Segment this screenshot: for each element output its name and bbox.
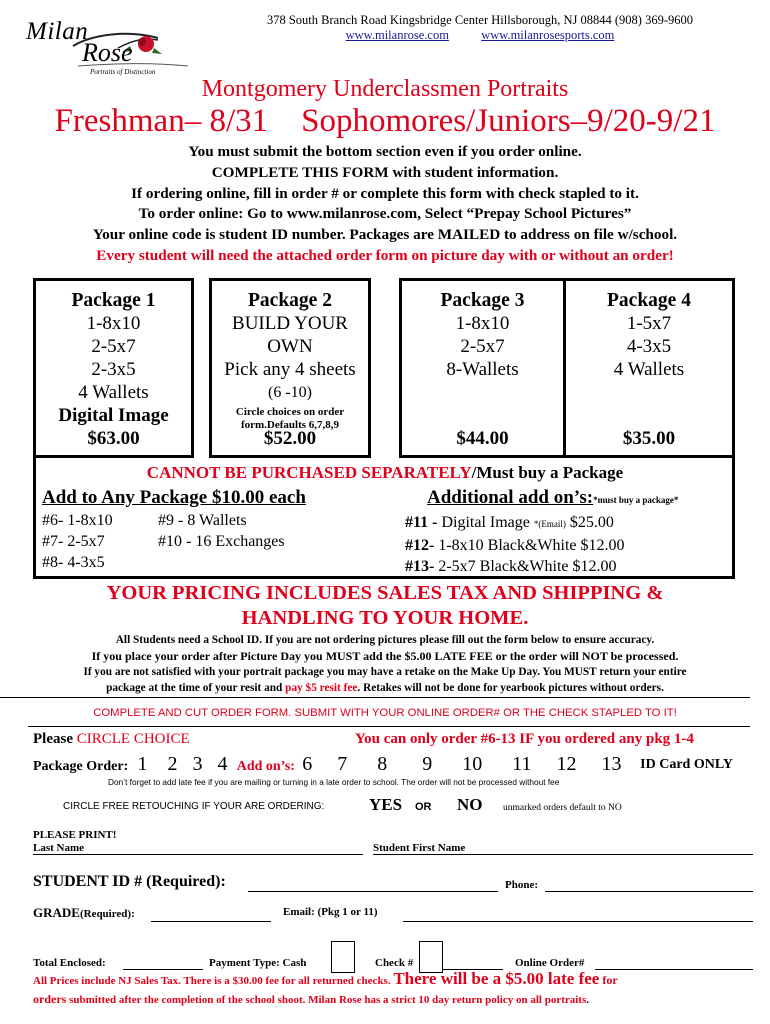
addon-item — [405, 535, 735, 556]
addon-number: #13- — [405, 558, 435, 575]
id-card-only[interactable]: ID Card ONLY — [640, 757, 733, 772]
package-name: Package 2 — [248, 290, 332, 311]
address-line: 378 South Branch Road Kingsbridge Center Hillsborough, NJ 08844 (908) 369-9600 — [266, 13, 693, 27]
package-order-options[interactable]: 1 2 3 4 — [137, 753, 228, 775]
please-label: Please — [33, 731, 77, 747]
package-item: 4 Wallets — [78, 382, 149, 403]
addon-item: #7- 2-5x7 — [42, 533, 105, 550]
sports-website-link[interactable]: www.milanrosesports.com — [481, 28, 615, 42]
email-label: Email: (Pkg 1 or 11) — [283, 906, 378, 918]
retouch-or: OR — [415, 801, 432, 813]
separately-warning: CANNOT BE PURCHASED SEPARATELY — [146, 463, 472, 482]
addon-item: #6- 1-8x10 — [42, 512, 113, 529]
package-3 — [399, 278, 563, 458]
package-item: 2-5x7 — [460, 336, 505, 357]
package-item: 1-8x10 — [86, 313, 141, 334]
please-print: PLEASE PRINT! — [33, 829, 117, 841]
package-item: 1-5x7 — [626, 313, 672, 334]
retouch-default: unmarked orders default to NO — [503, 803, 622, 813]
note-line: If you are not satisfied with your portrait package you may have a retake on the Make Up Day. You MUST return your entire — [83, 666, 687, 678]
addon-number: #12- — [405, 537, 435, 554]
form-top-divider — [28, 726, 750, 727]
grade-label: GRADE(Required): — [33, 905, 135, 920]
additional-heading-note: *must buy a package* — [593, 495, 679, 505]
package-price: $44.00 — [456, 428, 509, 449]
package-order-label: Package Order: — [33, 759, 129, 774]
late-fee-reminder: Don’t forget to add late fee if you are mailing or turning in a late order to school. The order will not be processed without fee — [108, 777, 560, 787]
addon-text: Digital Image — [437, 514, 534, 531]
resit-fee: pay $5 resit fee — [285, 682, 358, 694]
addon-text: 2-5x7 Black&White — [434, 558, 573, 575]
instructions — [0, 142, 770, 267]
package-name: Package 1 — [71, 290, 156, 311]
retouch-yes[interactable]: YES — [369, 795, 403, 814]
order-restriction: You can only order #6-13 IF you ordered any pkg 1-4 — [355, 731, 694, 747]
package-item: OWN — [267, 336, 313, 357]
addon-item — [405, 512, 735, 535]
pricing-line: HANDLING TO YOUR HOME. — [241, 607, 529, 629]
instruction-line: You must submit the bottom section even if you order online. — [188, 143, 582, 160]
logo — [18, 16, 218, 78]
package-note: Circle choices on order form.Defaults 6,7,8,9 — [235, 406, 345, 431]
footer-notice: All Prices include NJ Sales Tax. There is a $30.00 fee for all returned checks. There will be a $5.00 late fee for orders submitted after the completion of the school shoot. Milan Rose has a strict 10 day return policy on all portraits. — [33, 969, 618, 1006]
addons-label: Add on’s: — [236, 759, 295, 774]
return-policy: submitted after the completion of the school shoot. Milan Rose has a strict 10 day return policy on all portraits — [66, 994, 587, 1006]
package-item: 2-3x5 — [91, 359, 136, 380]
late-fee-notice: There will be a $5.00 late fee — [393, 969, 600, 988]
instruction-line: Your online code is student ID number. Packages are MAILED to address on file w/school. — [92, 226, 678, 244]
logo-text-rose: Rose — [82, 38, 133, 67]
first-name-field[interactable] — [373, 842, 753, 855]
package-name: Package 3 — [440, 290, 525, 311]
package-price: $52.00 — [263, 428, 317, 449]
last-name-label: Last Name — [33, 842, 85, 854]
package-4 — [563, 278, 735, 458]
shoot-dates: Freshman– 8/31 Sophomores/Juniors–9/20-9/21 — [54, 103, 716, 139]
logo-tagline: Portraits of Distinction — [90, 68, 156, 76]
policy-notes — [0, 632, 770, 696]
addon-number: #11 - — [405, 514, 438, 531]
last-name-field[interactable] — [33, 842, 363, 855]
package-price: $35.00 — [622, 428, 676, 449]
add-any-heading: Add to Any Package $10.00 each — [42, 487, 306, 508]
instruction-line: COMPLETE THIS FORM with student information. — [211, 163, 559, 181]
payment-type-label: Payment Type: Cash — [209, 957, 307, 969]
addon-order-options[interactable]: 6 7 8 9 10 11 12 13 — [302, 753, 622, 775]
email-field[interactable] — [403, 921, 753, 922]
instruction-line: To order online: Go to www.milanrose.com, Select “Prepay School Pictures” — [138, 205, 632, 223]
first-name-label: Student First Name — [373, 842, 466, 854]
addon-item: #9 - 8 Wallets — [158, 512, 247, 529]
package-item: 4-3x5 — [626, 336, 672, 357]
addon-item: #10 - 16 Exchanges — [158, 533, 285, 550]
total-label: Total Enclosed: — [33, 957, 106, 969]
additional-heading: Additional add on’s: — [427, 487, 594, 508]
additional-addons — [405, 486, 735, 577]
package-item: BUILD YOUR — [232, 313, 348, 334]
pricing-line: YOUR PRICING INCLUDES SALES TAX AND SHIPPING & — [106, 582, 664, 604]
instruction-line: If ordering online, fill in order # or complete this form with check stapled to it. — [131, 184, 639, 202]
package-1 — [33, 278, 194, 458]
addon-item: #8- 4-3x5 — [42, 554, 105, 571]
package-item: 8-Wallets — [446, 359, 519, 380]
package-item: 4 Wallets — [613, 359, 685, 380]
note-line: If you place your order after Picture Day you MUST add the $5.00 LATE FEE or the order will NOT be processed. — [91, 649, 679, 663]
retouch-no[interactable]: NO — [457, 795, 483, 814]
online-order-label: Online Order# — [515, 957, 585, 969]
package-2 — [209, 278, 371, 458]
note-line: package at the time of your resit and pay $5 resit fee. Retakes will not be done for yearbook pictures without orders. — [106, 682, 664, 694]
addon-price: $12.00 — [572, 558, 617, 575]
separately-line — [0, 463, 770, 483]
order-form — [33, 731, 753, 973]
address-block — [200, 13, 760, 43]
footer-text: All Prices include NJ Sales Tax. There is a $30.00 fee for all returned checks. — [33, 975, 394, 987]
packages — [33, 278, 733, 458]
phone-field[interactable] — [545, 891, 753, 892]
retouching-label: CIRCLE FREE RETOUCHING IF YOUR ARE ORDERING: — [63, 801, 325, 812]
website-link[interactable]: www.milanrose.com — [345, 28, 449, 42]
separately-note: /Must buy a Package — [471, 463, 624, 482]
check-label: Check # — [375, 957, 414, 969]
addon-price: $25.00 — [565, 514, 614, 531]
add-any-package — [42, 486, 372, 573]
addon-price: $12.00 — [580, 537, 625, 554]
logo-text-milan: Milan — [26, 18, 89, 45]
phone-label: Phone: — [505, 879, 538, 891]
package-name: Package 4 — [607, 290, 691, 311]
package-price: $63.00 — [87, 428, 140, 449]
package-note: (6 -10) — [268, 384, 312, 401]
package-item: Pick any 4 sheets — [224, 359, 356, 380]
pricing-notice — [0, 581, 770, 631]
addon-note: *(Email) — [533, 519, 566, 529]
warning-line: Every student will need the attached order form on picture day with or without an order! — [96, 246, 674, 264]
package-item: 1-8x10 — [455, 313, 510, 334]
package-item: 2-5x7 — [91, 336, 136, 357]
addon-text: 1-8x10 Black&White — [434, 537, 581, 554]
cash-checkbox[interactable] — [331, 941, 355, 973]
student-id-label: STUDENT ID # (Required): — [33, 873, 226, 890]
cut-instruction: COMPLETE AND CUT ORDER FORM. SUBMIT WITH YOUR ONLINE ORDER# OR THE CHECK STAPLED TO IT! — [93, 707, 677, 719]
note-line: All Students need a School ID. If you are not ordering pictures please fill out the form below to ensure accuracy. — [115, 634, 655, 646]
circle-choice: CIRCLE CHOICE — [76, 731, 190, 747]
student-id-field[interactable] — [248, 891, 498, 892]
page-title: Montgomery Underclassmen Portraits — [201, 76, 569, 102]
grade-field[interactable] — [151, 921, 271, 922]
cut-divider — [0, 697, 750, 698]
package-extra: Digital Image — [58, 405, 169, 426]
addon-item — [405, 556, 735, 577]
